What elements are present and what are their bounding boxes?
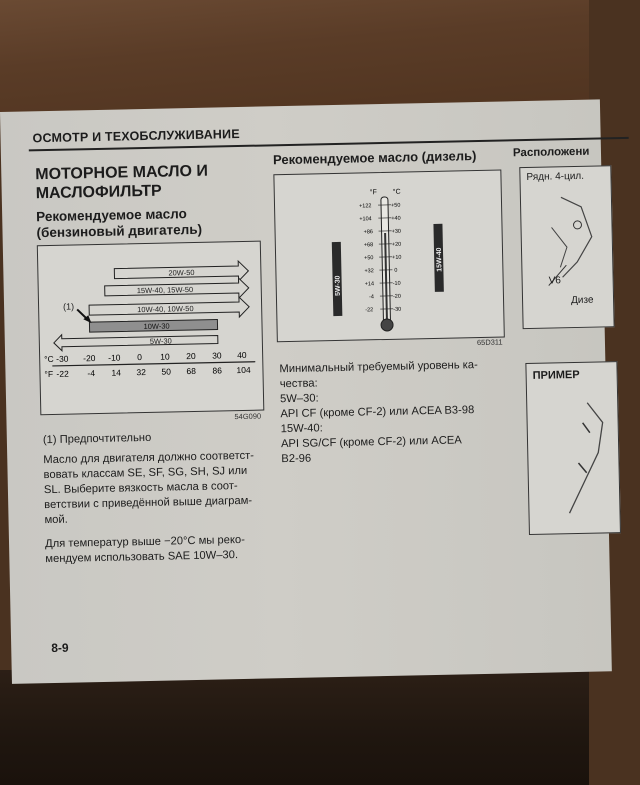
bar-10w30-label: 10W-30 [143,321,170,332]
diesel-chart-code: 65D311 [476,337,503,348]
diesel-line: 5W–30: [279,392,319,406]
c-tick: 40 [237,349,247,361]
diesel-line: API SG/CF (кроме CF-2) или ACEA [280,434,462,451]
page-title [35,161,256,204]
para1-line: Масло для двигателя должно соответст- [43,449,255,467]
c-tick: -10 [108,352,121,363]
callout-label: (1) [62,301,75,312]
f-scale-tick: +86 [363,229,374,236]
thermometer-bulb [381,319,393,331]
example-label: ПРИМЕР [532,368,580,382]
f-tick: -4 [87,368,96,379]
celsius-ticks [56,350,247,364]
c-scale-tick: -30 [393,306,402,313]
oil-class-paragraph [43,448,275,528]
example-figure [525,361,621,535]
c-scale-tick: -10 [392,280,401,287]
petrol-chart-code: 54G090 [234,411,262,422]
bar-15w40-diesel-label: 15W-40 [435,247,444,272]
diesel-line: API CF (кроме CF-2) или ACEA B3-98 [280,404,475,421]
celsius-unit: °C [44,353,54,365]
subtitle-line-1: Рекомендуемое масло [36,206,187,225]
location-heading: Расположени [512,145,590,160]
para1-line: мой. [44,513,68,527]
diesel-quality-text [279,357,517,467]
engine-location-figure [519,165,614,329]
bar-10w40-label: 10W-40, 10W-50 [137,303,194,315]
f-scale-tick: +122 [358,203,372,210]
c-tick: 10 [160,351,170,362]
para1-line: SL. Выберите вязкость масла в соот- [43,480,238,497]
c-tick: 20 [186,350,196,362]
c-tick: -30 [56,353,69,364]
section-header: ОСМОТР И ТЕХОБСЛУЖИВАНИЕ [32,126,240,146]
c-scale [391,203,403,313]
f-tick: 14 [111,367,122,378]
diesel-heading: Рекомендуемое масло (дизель) [272,148,477,168]
para1-line: ветствии с приведённой выше диаграм- [44,494,253,512]
f-scale-tick: +14 [364,281,375,288]
title-line-2: МАСЛОФИЛЬТР [35,182,162,203]
diesel-chart-svg [274,171,503,342]
diesel-line: B2-96 [281,452,312,466]
diesel-engine-label: Дизе [570,294,594,307]
bar-15w40-label: 15W-40, 15W-50 [136,284,194,296]
c-tick: 30 [212,350,222,361]
temperature-paragraph [45,532,276,567]
f-tick: 32 [136,367,147,378]
subtitle-line-2: (бензиновый двигатель) [36,221,203,241]
preferred-note: (1) Предпочтительно [42,431,152,447]
c-tick: -20 [83,353,96,364]
c-scale-tick: +40 [391,215,401,222]
para2-line: мендуем использовать SAE 10W–30. [45,549,239,566]
unit-f: °F [369,189,377,197]
petrol-chart-svg [38,242,263,415]
example-sketch [526,362,620,534]
title-line-1: МОТОРНОЕ МАСЛО И [35,162,209,184]
bar-5w30-diesel-label: 5W-30 [334,275,342,297]
f-scale-tick: -4 [368,294,374,301]
f-scale-tick: +32 [364,268,374,275]
c-scale-tick: +50 [390,202,401,209]
para1-line: вовать классам SE, SF, SG, SH, SJ или [43,464,248,482]
f-tick: 68 [186,365,197,377]
bar-20w50-label: 20W-50 [168,267,195,278]
f-scale-tick: +68 [363,242,374,249]
f-scale-tick: +50 [364,255,374,262]
f-tick: 50 [161,366,172,377]
c-scale-tick: 0 [394,267,398,274]
f-tick: 104 [236,364,251,376]
fahrenheit-ticks [56,365,251,379]
diesel-thermometer-chart [273,170,504,343]
bar-5w30 [54,331,218,350]
para2-line: Для температур выше −20°C мы реко- [44,533,246,551]
diesel-line: Минимальный требуемый уровень ка- [279,359,478,376]
f-tick: -22 [56,368,69,379]
diesel-line: 15W-40: [280,422,323,436]
manual-page [0,99,612,683]
f-scale [359,203,375,313]
c-scale-tick: -20 [392,293,401,300]
c-tick: 0 [137,352,143,363]
c-scale-tick: +30 [391,228,401,235]
c-scale-tick: +20 [391,241,402,248]
petrol-subtitle [36,205,257,242]
bar-5w30-label: 5W-30 [149,336,172,346]
c-scale-tick: +10 [392,254,402,261]
engine-sketch [520,166,613,328]
f-tick: 86 [212,365,223,376]
petrol-viscosity-chart [37,241,265,416]
f-scale-tick: +104 [359,216,372,223]
v6-label: V6 [548,275,562,287]
diesel-line: чества: [279,377,318,391]
unit-c: °C [392,188,401,196]
row-engine-label: Рядн. 4-цил. [526,170,585,183]
page-number: 8-9 [51,640,69,656]
f-scale-tick: -22 [365,307,374,314]
desk-shadow [0,670,589,785]
fahrenheit-unit: °F [44,368,54,380]
